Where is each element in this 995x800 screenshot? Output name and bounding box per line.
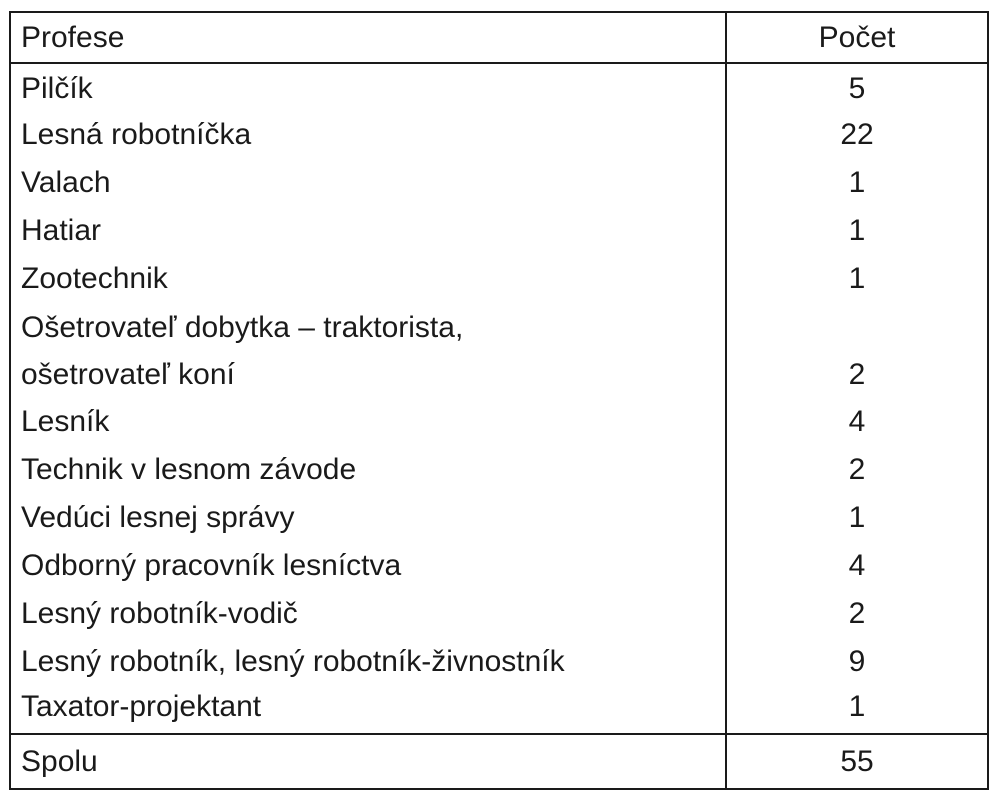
profession-cell: Pilčík xyxy=(10,63,726,111)
count-cell: 1 xyxy=(848,501,866,535)
count-cell: 9 xyxy=(848,645,866,679)
count-cell: 1 xyxy=(848,261,866,295)
table-row xyxy=(10,207,988,255)
count-cell: 2 xyxy=(848,358,866,392)
count-cell: 1 xyxy=(848,213,866,247)
profession-cell: Technik v lesnom závode xyxy=(10,446,726,494)
table-row xyxy=(10,303,988,399)
profession-line-1: Ošetrovateľ dobytka – traktorista, xyxy=(21,310,464,344)
count-cell: 1 xyxy=(848,165,866,199)
profession-cell: Lesný robotník-vodič xyxy=(10,590,726,638)
table-row xyxy=(10,111,988,159)
count-cell: 4 xyxy=(848,405,866,439)
profession-cell: Zootechnik xyxy=(10,255,726,303)
profession-cell: Vedúci lesnej správy xyxy=(10,494,726,542)
profession-cell xyxy=(10,303,726,399)
table-header-row xyxy=(10,12,988,63)
profession-cell: Lesník xyxy=(10,398,726,446)
total-row xyxy=(10,734,988,789)
header-count: Počet xyxy=(726,12,988,63)
table-row xyxy=(10,255,988,303)
table-row xyxy=(10,398,988,446)
profession-cell: Hatiar xyxy=(10,207,726,255)
total-label: Spolu xyxy=(10,734,726,789)
table-row xyxy=(10,159,988,207)
profession-cell: Odborný pracovník lesníctva xyxy=(10,542,726,590)
profession-line-2: ošetrovateľ koní xyxy=(21,357,235,391)
count-cell: 1 xyxy=(848,690,866,724)
count-cell: 2 xyxy=(848,453,866,487)
profession-cell: Lesná robotníčka xyxy=(10,111,726,159)
count-cell: 22 xyxy=(840,117,874,151)
table-row xyxy=(10,590,988,638)
header-profession: Profese xyxy=(10,12,726,63)
table-row xyxy=(10,638,988,686)
profession-count-table xyxy=(9,11,989,790)
table-row xyxy=(10,63,988,111)
table-row xyxy=(10,446,988,494)
count-cell: 4 xyxy=(848,549,866,583)
profession-cell: Taxator-projektant xyxy=(10,686,726,734)
profession-cell: Valach xyxy=(10,159,726,207)
profession-cell: Lesný robotník, lesný robotník-živnostník xyxy=(10,638,726,686)
count-cell: 5 xyxy=(848,72,866,106)
table-row xyxy=(10,494,988,542)
count-cell: 2 xyxy=(848,597,866,631)
table-row xyxy=(10,542,988,590)
table-row xyxy=(10,686,988,734)
total-count: 55 xyxy=(726,734,988,789)
